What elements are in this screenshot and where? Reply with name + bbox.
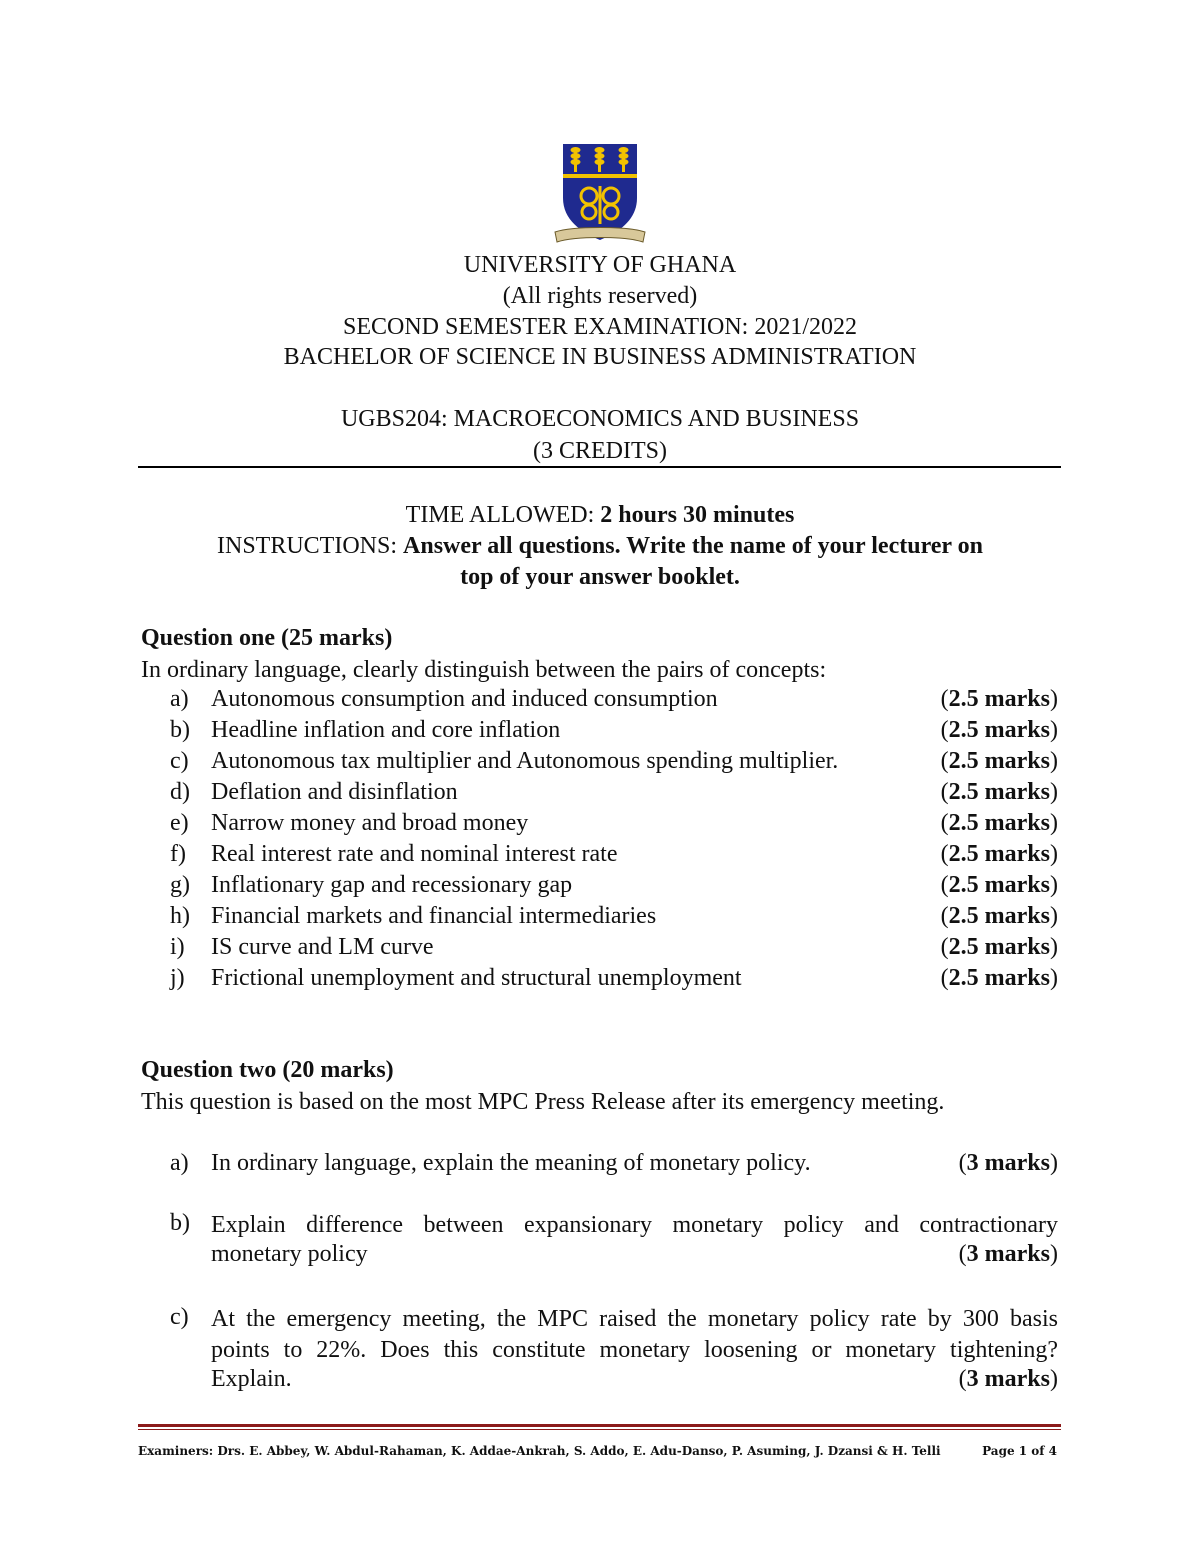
header-divider	[138, 466, 1061, 468]
q2c-text-line1: At the emergency meeting, the MPC raised the monetary policy rate by 300 basis	[211, 1306, 1058, 1332]
q1-item-label: f)	[170, 841, 186, 867]
q1-item-label: b)	[170, 717, 190, 743]
question-one-intro: In ordinary language, clearly distinguish between the pairs of concepts:	[141, 657, 827, 683]
university-crest-logo	[553, 140, 647, 246]
q2b-marks: (3 marks)	[958, 1241, 1058, 1267]
course-credits: (3 CREDITS)	[533, 438, 667, 464]
question-two-title: Question two (20 marks)	[141, 1057, 394, 1083]
footer-page-number: Page 1 of 4	[982, 1444, 1057, 1458]
q2b-text-line1: Explain difference between expansionary monetary policy and contractionary	[211, 1212, 1058, 1238]
q2c-text-line2: points to 22%. Does this constitute monetary loosening or monetary tightening?	[211, 1337, 1058, 1363]
q2c-text-line3: Explain.	[211, 1366, 292, 1392]
exam-title: SECOND SEMESTER EXAMINATION: 2021/2022	[342, 314, 857, 340]
programme-title: BACHELOR OF SCIENCE IN BUSINESS ADMINISTRATION	[283, 344, 917, 370]
q1-item-text: Headline inflation and core inflation	[211, 717, 561, 743]
q1-item-label: g)	[170, 872, 190, 898]
q1-item-text: Inflationary gap and recessionary gap	[211, 872, 573, 898]
q1-item-label: i)	[170, 934, 185, 960]
q1-item-marks: (2.5 marks)	[940, 748, 1058, 774]
q1-item-marks: (2.5 marks)	[940, 872, 1058, 898]
q1-item-text: Real interest rate and nominal interest rate	[211, 841, 618, 867]
q1-item-label: d)	[170, 779, 190, 805]
q1-item-text: Autonomous tax multiplier and Autonomous spending multiplier.	[211, 748, 839, 774]
q1-item-marks: (2.5 marks)	[940, 965, 1058, 991]
q1-item-text: Deflation and disinflation	[211, 779, 458, 805]
q2a-marks: (3 marks)	[958, 1150, 1058, 1176]
instructions-label: INSTRUCTIONS:	[217, 533, 398, 559]
q1-item-marks: (2.5 marks)	[940, 686, 1058, 712]
q2a-label: a)	[170, 1150, 189, 1176]
q1-item-marks: (2.5 marks)	[940, 934, 1058, 960]
q1-item-text: Frictional unemployment and structural unemployment	[211, 965, 742, 991]
q1-item-text: IS curve and LM curve	[211, 934, 434, 960]
q1-item-label: j)	[170, 965, 185, 991]
q1-item-label: h)	[170, 903, 190, 929]
instructions-line2: top of your answer booklet.	[460, 564, 740, 590]
q2b-text-line2: monetary policy	[211, 1241, 368, 1267]
q1-item-marks: (2.5 marks)	[940, 717, 1058, 743]
instructions	[0, 531, 1200, 561]
q1-item-label: c)	[170, 748, 189, 774]
time-label: TIME ALLOWED:	[405, 502, 595, 528]
footer-divider	[138, 1424, 1061, 1427]
q1-item-marks: (2.5 marks)	[940, 810, 1058, 836]
q1-item-marks: (2.5 marks)	[940, 841, 1058, 867]
footer-divider-thin	[138, 1429, 1061, 1430]
q1-item-label: e)	[170, 810, 189, 836]
q2c-label: c)	[170, 1304, 189, 1330]
q2a-text: In ordinary language, explain the meaning of monetary policy.	[211, 1150, 811, 1176]
q1-item-marks: (2.5 marks)	[940, 779, 1058, 805]
question-one-title: Question one (25 marks)	[141, 625, 393, 651]
instructions-line1: Answer all questions. Write the name of your lecturer on	[403, 533, 983, 559]
q2c-marks: (3 marks)	[958, 1366, 1058, 1392]
q1-item-text: Autonomous consumption and induced consumption	[211, 686, 718, 712]
q1-item-text: Financial markets and financial intermediaries	[211, 903, 657, 929]
time-allowed	[0, 500, 1200, 530]
rights-notice: (All rights reserved)	[502, 283, 698, 309]
q1-item-text: Narrow money and broad money	[211, 810, 529, 836]
time-value: 2 hours 30 minutes	[600, 502, 795, 528]
footer-examiners: Examiners: Drs. E. Abbey, W. Abdul-Rahaman, K. Addae-Ankrah, S. Addo, E. Adu-Danso, P. Asuming, J. Dzansi & H. Telli	[138, 1444, 941, 1458]
q2b-label: b)	[170, 1210, 190, 1236]
course-title: UGBS204: MACROECONOMICS AND BUSINESS	[340, 406, 860, 432]
question-two-intro: This question is based on the most MPC Press Release after its emergency meeting.	[141, 1089, 945, 1115]
university-name: UNIVERSITY OF GHANA	[463, 252, 737, 278]
q1-item-marks: (2.5 marks)	[940, 903, 1058, 929]
q1-item-label: a)	[170, 686, 189, 712]
